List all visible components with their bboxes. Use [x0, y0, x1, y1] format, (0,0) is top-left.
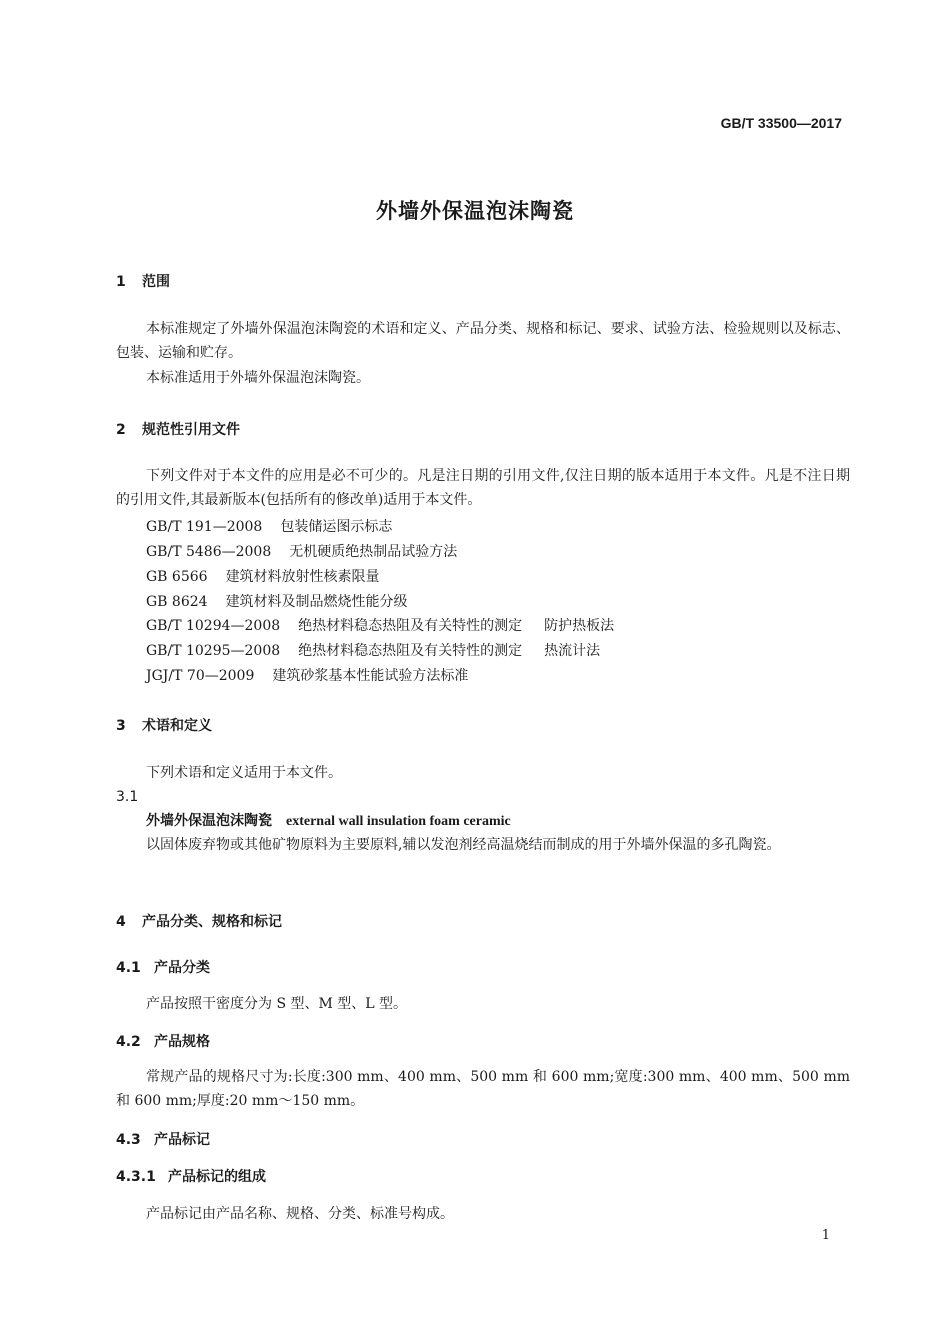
normative-reference-item: [146, 541, 457, 561]
reference-code: JGJ/T 70—2009: [146, 668, 255, 684]
section-4-heading: [116, 911, 282, 931]
section-title: 术语和定义: [142, 718, 212, 734]
subsection-4-1-paragraph: 产品按照干密度分为 S 型、M 型、L 型。: [146, 996, 408, 1012]
subsection-4-2-heading: [116, 1031, 210, 1051]
term-english: external wall insulation foam ceramic: [286, 814, 511, 829]
reference-code: GB 6566: [146, 569, 208, 585]
subsection-4-3-heading: [116, 1129, 210, 1149]
section-1-paragraph-1: 本标准规定了外墙外保温泡沫陶瓷的术语和定义、产品分类、规格和标记、要求、试验方法、检验规则以及标志、包装、运输和贮存。: [116, 321, 850, 361]
normative-reference-item: [146, 566, 380, 586]
reference-title: 建筑材料及制品燃烧性能分级: [225, 594, 408, 610]
reference-title: 无机硬质绝热制品试验方法: [289, 544, 458, 560]
section-number: 4.3: [116, 1132, 141, 1148]
reference-title: 绝热材料稳态热阻及有关特性的测定: [298, 618, 523, 634]
section-number: 4.2: [116, 1034, 141, 1050]
section-number: 3: [116, 718, 126, 734]
term-entry: [146, 810, 511, 830]
section-title: 产品标记的组成: [168, 1169, 266, 1185]
normative-reference-item: [146, 640, 600, 660]
section-3-heading: [116, 715, 212, 735]
section-3-paragraph-1: 下列术语和定义适用于本文件。: [146, 765, 342, 781]
section-1-heading: [116, 271, 170, 291]
reference-code: GB/T 191—2008: [146, 519, 263, 535]
subsection-4-2-paragraph: 常规产品的规格尺寸为:长度:300 mm、400 mm、500 mm 和 600 mm;宽度:300 mm、400 mm、500 mm 和 600 mm;厚度:20 mm～150 mm。: [116, 1069, 850, 1109]
reference-code: GB/T 5486—2008: [146, 544, 272, 560]
reference-title: 建筑材料放射性核素限量: [225, 569, 380, 585]
section-title: 规范性引用文件: [142, 422, 240, 438]
normative-reference-item: [146, 591, 408, 611]
reference-method: 热流计法: [544, 643, 601, 659]
subsection-4-1-heading: [116, 957, 210, 977]
term-definition: 以固体废弃物或其他矿物原料为主要原料,辅以发泡剂经高温烧结而制成的用于外墙外保温的多孔陶瓷。: [146, 837, 781, 853]
section-number: 4.3.1: [116, 1169, 156, 1185]
normative-reference-item: [146, 615, 614, 635]
subsection-4-3-1-paragraph: 产品标记由产品名称、规格、分类、标准号构成。: [146, 1206, 454, 1222]
normative-reference-item: [146, 665, 468, 685]
reference-title: 绝热材料稳态热阻及有关特性的测定: [298, 643, 523, 659]
section-title: 产品分类、规格和标记: [142, 914, 282, 930]
section-number: 4.1: [116, 960, 141, 976]
normative-reference-item: [146, 516, 392, 536]
reference-code: GB 8624: [146, 594, 208, 610]
section-1-paragraph-2: 本标准适用于外墙外保温泡沫陶瓷。: [146, 370, 370, 386]
term-number: 3.1: [116, 789, 139, 805]
term-chinese: 外墙外保温泡沫陶瓷: [146, 813, 272, 829]
page-number: 1: [821, 1228, 830, 1243]
section-title: 范围: [142, 274, 170, 290]
section-2-heading: [116, 419, 240, 439]
reference-code: GB/T 10294—2008: [146, 618, 281, 634]
reference-code: GB/T 10295—2008: [146, 643, 281, 659]
section-number: 2: [116, 422, 126, 438]
subsection-4-3-1-heading: [116, 1166, 266, 1186]
reference-title: 包装储运图示标志: [280, 519, 393, 535]
section-title: 产品规格: [154, 1034, 210, 1050]
section-title: 产品标记: [154, 1132, 210, 1148]
standard-number: GB/T 33500—2017: [720, 115, 842, 131]
reference-method: 防护热板法: [544, 618, 615, 634]
section-number: 1: [116, 274, 126, 290]
document-title: 外墙外保温泡沫陶瓷: [376, 199, 574, 223]
section-2-paragraph-1: 下列文件对于本文件的应用是必不可少的。凡是注日期的引用文件,仅注日期的版本适用于本文件。凡是不注日期的引用文件,其最新版本(包括所有的修改单)适用于本文件。: [116, 468, 850, 508]
section-title: 产品分类: [154, 960, 210, 976]
reference-title: 建筑砂浆基本性能试验方法标准: [272, 668, 469, 684]
section-number: 4: [116, 914, 126, 930]
